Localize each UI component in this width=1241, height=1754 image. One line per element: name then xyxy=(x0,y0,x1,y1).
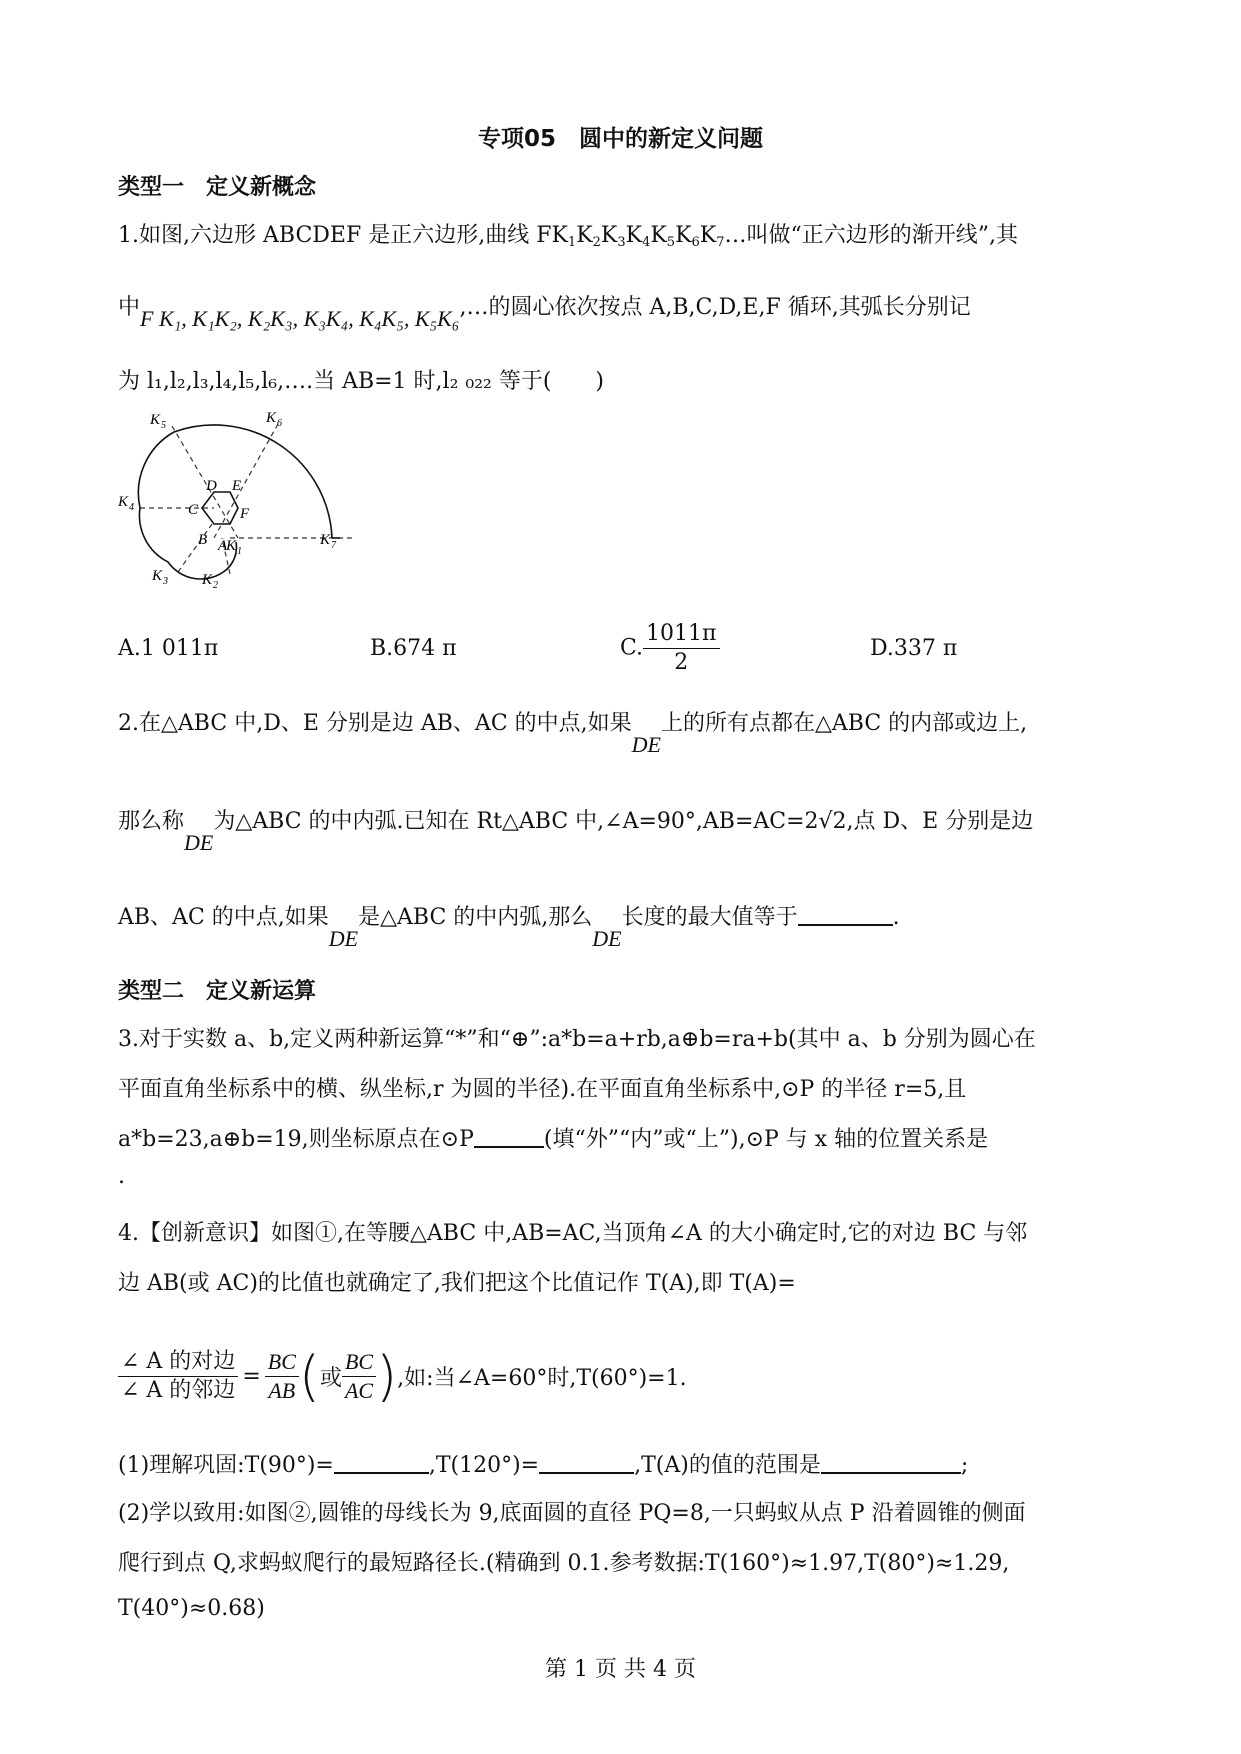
section-heading-1: 类型一 定义新概念 xyxy=(118,175,317,200)
q4-line-1: 4.【创新意识】如图①,在等腰△ABC 中,AB=AC,当顶角∠A 的大小确定时,它的对边 BC 与邻 xyxy=(118,1221,1028,1246)
label-e: E xyxy=(232,478,242,494)
q4-formula: $\frac{\text{∠ A 的对边}}{\text{∠ A 的邻边}}$ = $\frac{BC}{AB}$ ( 或 $\frac{BC}{AC}$ ) ,如:当∠A=60°时,T(60°)=1. xyxy=(118,1348,687,1405)
answer-blank-t90[interactable] xyxy=(334,1452,429,1474)
label-k6: K xyxy=(266,410,277,426)
arc-de: DE xyxy=(631,732,661,757)
answer-blank-q3[interactable] xyxy=(474,1126,544,1148)
label-k5: K xyxy=(150,412,161,428)
q3-line-1: 3.对于实数 a、b,定义两种新运算“*”和“⊕”:a*b=a+rb,a⊕b=ra+b(其中 a、b 分别为圆心在 xyxy=(118,1027,1036,1052)
hexagon-involute-figure xyxy=(118,404,378,604)
label-d: D xyxy=(206,478,217,494)
answer-blank-range[interactable] xyxy=(821,1452,961,1474)
label-k6-sub: 6 xyxy=(277,418,282,429)
q4-part-2-line-3: T(40°)≈0.68) xyxy=(118,1596,265,1621)
answer-blank-q2[interactable] xyxy=(798,904,893,926)
label-k4: K xyxy=(118,494,129,510)
label-k1: K xyxy=(226,538,237,554)
q4-part-1: (1)理解巩固:T(90°)= ,T(120°)= ,T(A)的值的范围是 ; xyxy=(118,1453,969,1478)
label-k1-sub: 1 xyxy=(237,546,242,557)
option-c: C. $\frac{1011\pi}{2}$ xyxy=(620,620,720,677)
answer-blank-t120[interactable] xyxy=(539,1452,634,1474)
label-k5-sub: 5 xyxy=(161,420,166,431)
option-b: B.674 π xyxy=(370,636,457,661)
arc-de: DE xyxy=(184,830,214,855)
label-a: A xyxy=(218,538,228,554)
label-f: F xyxy=(240,506,250,522)
label-k2: K xyxy=(202,572,213,588)
q4-part-2-line-1: (2)学以致用:如图②,圆锥的母线长为 9,底面圆的直径 PQ=8,一只蚂蚁从点 P 沿着圆锥的侧面 xyxy=(118,1501,1026,1526)
arc-list-math: F K₁, K₁K₂, K₂K₃, K₃K₄, K₄K₅, K₅K₆ xyxy=(140,306,460,331)
label-c: C xyxy=(188,502,199,518)
option-a: A.1 011π xyxy=(118,636,219,661)
label-k7-sub: 7 xyxy=(331,540,336,551)
q3-line-2: 平面直角坐标系中的横、纵坐标,r 为圆的半径).在平面直角坐标系中,⊙P 的半径 r=5,且 xyxy=(118,1077,967,1102)
section-heading-2: 类型二 定义新运算 xyxy=(118,979,317,1004)
q2-line-2: 那么称DE为△ABC 的中内弧.已知在 Rt△ABC 中,∠A=90°,AB=AC=2√2,点 D、E 分别是边 xyxy=(118,809,1034,855)
q4-part-2-line-2: 爬行到点 Q,求蚂蚁爬行的最短路径长.(精确到 0.1.参考数据:T(160°)≈1.97,T(80°)≈1.29, xyxy=(118,1551,1010,1576)
q4-line-2: 边 AB(或 AC)的比值也就确定了,我们把这个比值记作 T(A),即 T(A)= xyxy=(118,1271,796,1296)
label-k7: K xyxy=(320,532,331,548)
q2-line-1: 2.在△ABC 中,D、E 分别是边 AB、AC 的中点,如果DE上的所有点都在△ABC 的内部或边上, xyxy=(118,711,1028,757)
q1-line-2: 中F K₁, K₁K₂, K₂K₃, K₃K₄, K₄K₅, K₅K₆,…的圆心依次按点 A,B,C,D,E,F 循环,其弧长分别记 xyxy=(118,295,971,331)
q2-line-3: AB、AC 的中点,如果DE是△ABC 的中内弧,那么DE长度的最大值等于 . xyxy=(118,905,900,951)
arc-de: DE xyxy=(592,926,622,951)
arc-de: DE xyxy=(328,926,359,951)
page-footer: 第 1 页 共 4 页 xyxy=(545,1657,696,1682)
label-b: B xyxy=(198,532,208,548)
label-k2-sub: 2 xyxy=(213,580,218,591)
sqrt-two: √2 xyxy=(818,809,847,834)
q1-line-3: 为 l₁,l₂,l₃,l₄,l₅,l₆,….当 AB=1 时,l₂ ₀₂₂ 等于( ) xyxy=(118,369,605,394)
label-k3-sub: 3 xyxy=(163,576,168,587)
page-title: 专项05 圆中的新定义问题 xyxy=(477,126,763,152)
q3-line-3: a*b=23,a⊕b=19,则坐标原点在⊙P (填“外”“内”或“上”),⊙P 与 x 轴的位置关系是 xyxy=(118,1127,989,1152)
option-d: D.337 π xyxy=(870,636,958,661)
q3-line-4: . xyxy=(118,1164,125,1189)
label-k4-sub: 4 xyxy=(129,502,134,513)
label-k3: K xyxy=(152,568,163,584)
q1-line-1: 1.如图,六边形 ABCDEF 是正六边形,曲线 FK1K2K3K4K5K6K7…叫做“正六边形的渐开线”,其 xyxy=(118,223,1019,250)
dash-k5 xyxy=(172,426,238,538)
